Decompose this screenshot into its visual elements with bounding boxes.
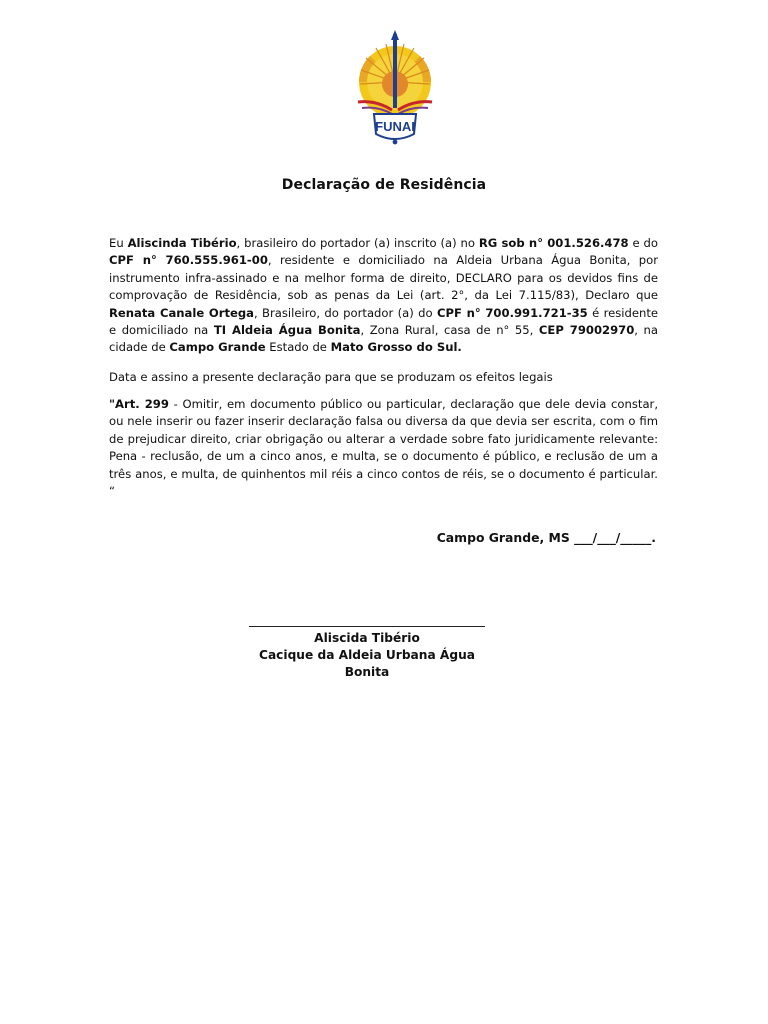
document-title: Declaração de Residência [281,177,487,193]
postal-code: CEP 79002970 [538,323,635,338]
legal-article-paragraph: "Art. 299 - Omitir, em documento público ou particular, declaração que dele devia constar, ou nele inserir ou fazer inserir declaração falsa ou diversa da que devia ser escrita, com o fim de prejudicar direito, criar obrigação ou alterar a verdade sobre fato juridicamente relevante: Pena - reclusão, de um a cinco anos, e multa, se o documento é público, e reclusão de um a três anos, e multa, de quinhentos mil réis a cinco contos de réis, se o documento é particular. “ [109,397,659,499]
signature-line [249,626,485,627]
article-number: "Art. 299 [109,397,169,411]
declaration-paragraph: Eu Aliscinda Tibério, brasileiro do portador (a) inscrito (a) no RG sob n° 001.526.478 e do CPF n° 760.555.961-00, residente e domiciliado na Aldeia Urbana Água Bonita, por instrumento infra-assinado e na melhor forma de direito, DECLARO para os devidos fins de comprovação de Residência, sob as penas da Lei (art. 2°, da Lei 7.115/83), Declaro que Renata Canale Ortega, Brasileiro, do portador (a) do CPF n° 700.991.721-35 é residente e domiciliado na TI Aldeia Água Bonita, Zona Rural, casa de n° 55, CEP 79002970, na cidade de Campo Grande Estado de Mato Grosso do Sul. [109,236,659,355]
resident-cpf: CPF n° 700.991.721-35 [436,305,588,320]
signatory-role: Cacique da Aldeia Urbana Água Bonita [259,648,475,679]
place-and-date: Campo Grande, MS ___/___/_____. [436,530,656,545]
city-name: Campo Grande [169,340,266,355]
signing-statement: Data e assino a presente declaração para que se produzam os efeitos legais [109,370,553,384]
state-name: Mato Grosso do Sul. [330,340,462,355]
funai-headdress-logo-icon [352,30,438,148]
resident-location: TI Aldeia Água Bonita [213,323,361,338]
declarant-rg: RG sob n° 001.526.478 [478,236,629,250]
declarant-name: Aliscinda Tibério [127,236,237,250]
signature-block [244,614,490,681]
funai-logo [352,30,438,148]
signatory-name: Aliscida Tibério [314,631,420,645]
declarant-cpf: CPF n° 760.555.961-00 [109,253,268,268]
resident-name: Renata Canale Ortega [109,305,255,320]
logo-text: FUNAI [375,119,415,134]
